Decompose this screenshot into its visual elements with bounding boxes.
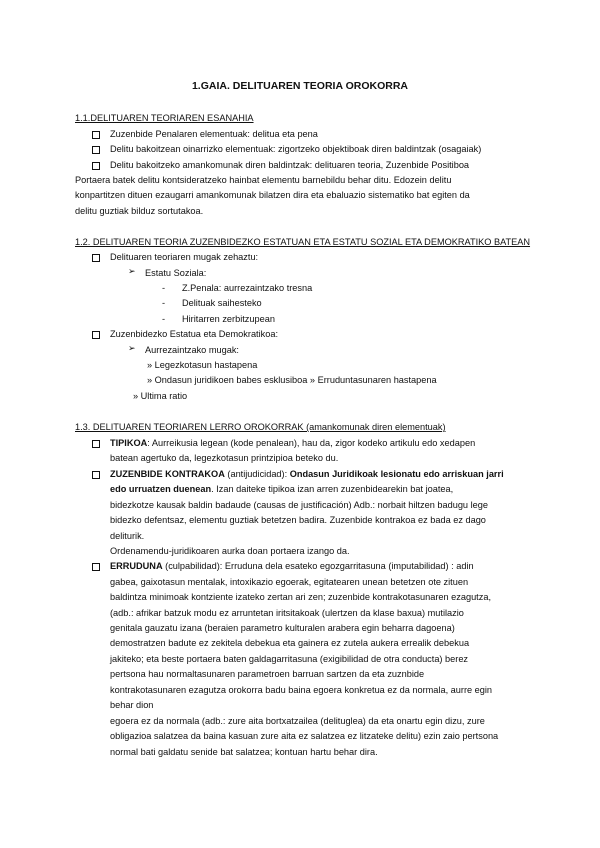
tipikoa-line-2: batean agertuko da, legezkotasun printzipioa beteko du.: [110, 453, 339, 463]
zuzenbide-kontrakoa-line-1: [110, 468, 504, 480]
section-1-3-heading: 1.3. DELITUAREN TEORIAREN LERRO OROKORRAK (amankomunak diren elementuak): [75, 422, 446, 432]
checkbox-bullet-icon: [92, 440, 100, 448]
zuzenbide-kontrakoa-line-2: [110, 483, 453, 495]
s2-principle-3: » Ultima ratio: [133, 391, 188, 401]
checkbox-bullet-icon: [92, 131, 100, 139]
erruduna-line-6: demostratzen badute ez zekitela debekua eta gainera ez zutela aukera errealik debekua: [110, 638, 470, 648]
s1-paragraph-line-3: delitu guztiak bilduz sortutakoa.: [75, 206, 204, 216]
s1-paragraph-line-1: Portaera batek delitu kontsideratzeko hainbat elementu barnebildu behar ditu. Edozein delitu: [75, 175, 452, 185]
erruduna-line-12: obligazioa salatzea da baina kasuan zure aita ez salatzea ez litzateke delitu) ezin zaio pertsona: [110, 731, 499, 741]
s1-bullet-2: Delitu bakoitzean oinarrizko elementuak: zigortzeko objektiboak diren baldintzak (osagaiak): [110, 144, 482, 154]
zk-text: (antijudicidad):: [224, 469, 290, 479]
section-1-1-heading: 1.1.DELITUAREN TEORIAREN ESANAHIA: [75, 113, 254, 123]
checkbox-bullet-icon: [92, 146, 100, 154]
erruduna-line-4: (adb.: afrikar batzuk modu ez arruntetan iritsitakoak (ulertzen da klase baxua) mutilazio: [110, 608, 464, 618]
checkbox-bullet-icon: [92, 254, 100, 262]
arrow-bullet-icon: ➢: [128, 343, 136, 353]
tipikoa-line-1: [110, 437, 475, 449]
s2-dash-3: Hiritarren zerbitzupean: [182, 314, 275, 324]
checkbox-bullet-icon: [92, 563, 100, 571]
zuzenbide-kontrakoa-line-6: Ordenamendu-juridikoaren aurka doan portaera izango da.: [110, 546, 350, 556]
erruduna-text: (culpabilidad): Erruduna dela esateko egozgarritasuna (imputabilidad) : adin: [162, 561, 474, 571]
s2-arrow-1: Estatu Soziala:: [145, 268, 207, 278]
erruduna-line-10: behar dion: [110, 700, 154, 710]
s2-dash-1: Z.Penala: aurrezaintzako tresna: [182, 283, 313, 293]
zk-text: . Izan daiteke tipikoa izan arren zuzenbidearekin bat joatea,: [211, 484, 454, 494]
tipikoa-label: TIPIKOA: [110, 438, 148, 448]
erruduna-line-3: baldintza minimoak kontziente izateko zertan ari zen; zuzenbide kontrakotasunaren ezagutza,: [110, 592, 491, 602]
erruduna-line-8: pertsona hau normaltasunaren parametroen barruan sartzen da eta zuznbide: [110, 669, 425, 679]
checkbox-bullet-icon: [92, 471, 100, 479]
erruduna-line-9: kontrakotasunaren ezagutza orokorra badu baina egoera konkretua ez da normala, aurre egin: [110, 685, 493, 695]
s1-paragraph-line-2: konpartitzen dituen ezaugarri amankomunak bilatzen dira eta ebaluazio sistematiko bat egiten da: [75, 190, 470, 200]
s2-bullet-2: Zuzenbidezko Estatua eta Demokratikoa:: [110, 329, 279, 339]
s2-principle-1: » Legezkotasun hastapena: [147, 360, 258, 370]
dash-bullet-icon: -: [162, 314, 166, 324]
tipikoa-text: : Aurreikusia legean (kode penalean), hau da, zigor kodeko artikulu edo xedapen: [147, 438, 476, 448]
erruduna-line-11: egoera ez da normala (adb.: zure aita bortxatzailea (delituglea) da eta onartu egin dizu, zure: [110, 716, 485, 726]
erruduna-label: ERRUDUNA: [110, 561, 163, 571]
zk-bold-text: Ondasun Juridikoak lesionatu edo arriskuan jarri: [289, 469, 504, 479]
s2-principle-2: » Ondasun juridikoen babes esklusiboa » Erruduntasunaren hastapena: [147, 375, 437, 385]
zuzenbide-kontrakoa-line-4: bidezko defentsaz, elementu guztiak betetzen badira. Zuzenbide kontrakoa ez bada ez dago: [110, 515, 486, 525]
checkbox-bullet-icon: [92, 162, 100, 170]
arrow-bullet-icon: ➢: [128, 266, 136, 276]
checkbox-bullet-icon: [92, 331, 100, 339]
erruduna-line-7: jakiteko; eta beste portaera baten galdagarritasuna (exigibilidad de otra conducta) berez: [110, 654, 469, 664]
s1-bullet-3: Delitu bakoitzeko amankomunak diren baldintzak: delituaren teoria, Zuzenbide Positiboa: [110, 160, 470, 170]
zuzenbide-kontrakoa-line-5: deliturik.: [110, 531, 145, 541]
page-title: 1.GAIA. DELITUAREN TEORIA OROKORRA: [191, 80, 409, 92]
zk-bold-text: edo urruatzen duenean: [110, 484, 212, 494]
erruduna-line-5: genitala gauzatu izana (beraien parametro kulturalen arabera egin beharra dagoena): [110, 623, 455, 633]
zuzenbide-kontrakoa-label: ZUZENBIDE KONTRAKOA: [110, 469, 225, 479]
erruduna-line-2: gabea, gaixotasun mentalak, intoxikazio egoerak, egitatearen unean betetzen ote zituen: [110, 577, 469, 587]
zuzenbide-kontrakoa-line-3: bidezkotze kausak baldin badaude (causas de justificación) Adb.: norbait hiltzen badugu lege: [110, 500, 488, 510]
section-1-2-heading: 1.2. DELITUAREN TEORIA ZUZENBIDEZKO ESTATUAN ETA ESTATU SOZIAL ETA DEMOKRATIKO BATEAN: [75, 237, 531, 247]
erruduna-line-1: [110, 560, 474, 572]
s2-bullet-1: Delituaren teoriaren mugak zehaztu:: [110, 252, 259, 262]
s2-arrow-2: Aurrezaintzako mugak:: [145, 345, 239, 355]
dash-bullet-icon: -: [162, 298, 166, 308]
s1-bullet-1: Zuzenbide Penalaren elementuak: delitua eta pena: [110, 129, 318, 139]
dash-bullet-icon: -: [162, 283, 166, 293]
erruduna-line-13: normal bati galdatu senide bat salatzea; kontuan hartu behar dira.: [110, 747, 378, 757]
s2-dash-2: Delituak saihesteko: [182, 298, 262, 308]
